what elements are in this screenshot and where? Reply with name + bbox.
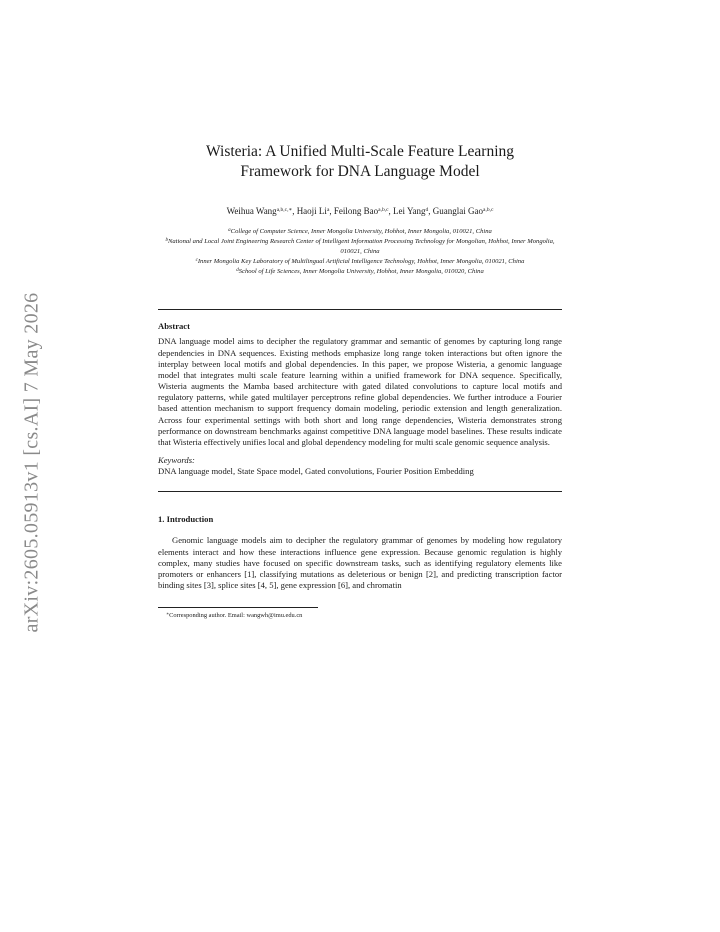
arxiv-identifier: arXiv:2605.05913v1 [cs.AI] 7 May 2026 bbox=[20, 292, 43, 632]
affiliation-item bbox=[160, 226, 560, 236]
author-affil-marker: a bbox=[326, 207, 330, 213]
author-affil-marker: a,b,c bbox=[378, 207, 389, 213]
affiliation-marker: d bbox=[236, 268, 239, 274]
footnote-text: Corresponding author. Email: wangwh@imu.edu.cn bbox=[169, 612, 303, 620]
author-name: Weihua Wang bbox=[226, 206, 277, 216]
abstract-text: DNA language model aims to decipher the regulatory grammar and semantic of genomes by capturing long range dependencies in DNA sequences. Existing methods emphasize long range token interactions but often ignore the interplay between local motifs and global dependencies. In this paper, we propose Wisteria, a genomic language model that integrates multi scale feature learning within a unified framework for DNA sequence. Specifically, Wisteria augments the Mamba based architecture with gated dilated convolutions to capture local motifs and regulatory patterns, while gated multilayer perceptrons refine global dependencies. We further introduce a Fourier based attention mechanism to support frequency domain modeling, periodic extension and length generalization. Across four experimental settings with both short and long range dependencies, Wisteria demonstrates strong performance on downstream benchmarks against competitive DNA language model baselines. These results indicate that Wisteria effectively unifies local and global dependency modeling for multi scale genomic sequence analysis. bbox=[158, 336, 562, 447]
affiliation-list bbox=[158, 226, 562, 276]
title-line-2: Framework for DNA Language Model bbox=[240, 163, 480, 180]
keywords-text: DNA language model, State Space model, Gated convolutions, Fourier Position Embedding bbox=[158, 466, 474, 477]
keywords-label: Keywords: bbox=[158, 455, 195, 466]
affiliation-text: Inner Mongolia Key Laboratory of Multilingual Artificial Intelligence Technology, Hohhot, Inner Mongolia, 010021, China bbox=[197, 257, 525, 265]
affiliation-marker: b bbox=[165, 238, 168, 244]
abstract-heading: Abstract bbox=[158, 321, 190, 332]
paper-title bbox=[158, 142, 562, 182]
author-affil-marker: d bbox=[425, 207, 429, 213]
author-name: Haoji Li bbox=[296, 206, 327, 216]
arxiv-identifier-stamp bbox=[8, 262, 56, 662]
affiliation-item bbox=[160, 236, 560, 256]
author-name: Feilong Bao bbox=[333, 206, 379, 216]
introduction-text: Genomic language models aim to decipher the regulatory grammar of genomes by modeling how regulatory elements interact and how these interactions influence gene expression. Because genomic regulation is highly complex, many studies have focused on specific downstream tasks, such as identifying regulatory elements like promoters or enhancers [1], classifying mutations as deleterious or benign [2], and predicting transcription factor binding sites [3], splice sites [4, 5], gene expression [6], and chromatin bbox=[158, 535, 562, 590]
author-name: Guanglai Gao bbox=[432, 206, 484, 216]
affiliation-marker: a bbox=[228, 228, 231, 233]
footnote-marker: ∗ bbox=[166, 611, 170, 617]
author-name: Lei Yang bbox=[393, 206, 426, 216]
paper-page bbox=[158, 142, 562, 619]
affiliation-text: National and Local Joint Engineering Research Center of Intelligent Information Processing Technology for Mongolian, Hohhot, Inner Mongolia, 010021, China bbox=[167, 238, 555, 255]
affiliation-marker: c bbox=[195, 257, 198, 263]
introduction-heading: 1. Introduction bbox=[158, 514, 214, 525]
abstract-bottom-rule bbox=[158, 491, 562, 492]
author-affil-marker: a,b,c bbox=[483, 207, 494, 213]
affiliation-item bbox=[160, 256, 560, 266]
author-affil-marker: a,b,c,∗ bbox=[276, 207, 293, 213]
affiliation-text: College of Computer Science, Inner Mongolia University, Hohhot, Inner Mongolia, 010021, China bbox=[230, 228, 492, 235]
corresponding-author-footnote bbox=[158, 611, 562, 619]
abstract-top-rule bbox=[158, 309, 562, 310]
footnote-rule bbox=[158, 607, 318, 608]
affiliation-item bbox=[160, 266, 560, 276]
author-list: Weihua Wang$^{a,b,c,∗}$, Haoji Li$^a$, Feilong Bao$^{a,b,c}$, Lei Yang$^d$, Guanglai Gao$^{a,b,c}$ bbox=[226, 206, 494, 216]
affiliation-text: School of Life Sciences, Inner Mongolia University, Hohhot, Inner Mongolia, 010020, China bbox=[238, 268, 484, 276]
title-line-1: Wisteria: A Unified Multi-Scale Feature Learning bbox=[206, 143, 514, 160]
